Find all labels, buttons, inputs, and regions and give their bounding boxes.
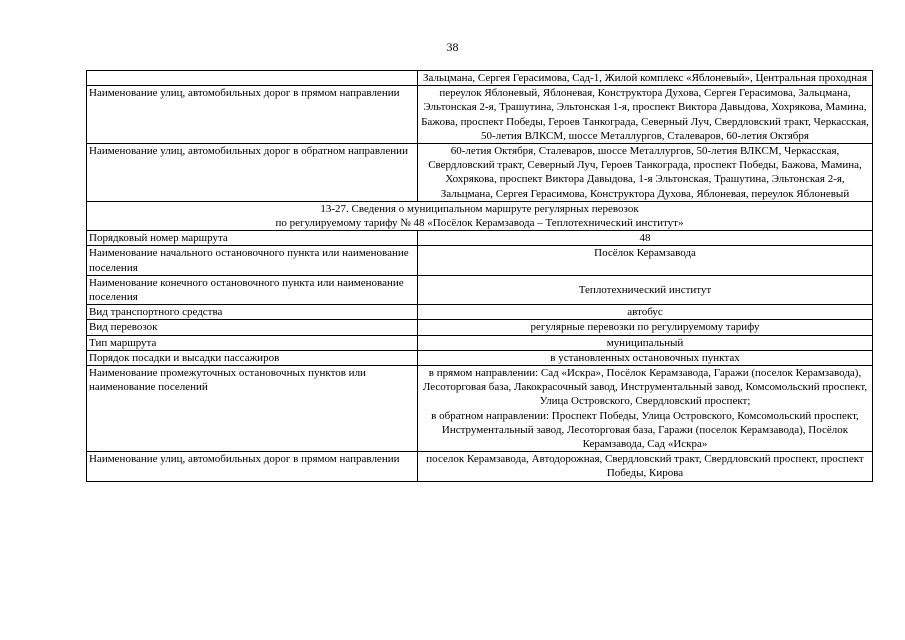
table-row [87, 320, 873, 335]
table-row [87, 452, 873, 481]
row-label: Порядок посадки и высадки пассажиров [87, 350, 418, 365]
table-row [87, 350, 873, 365]
row-value: переулок Яблоневый, Яблоневая, Конструктора Духова, Сергея Герасимова, Зальцмана, Эльтонская 2-я, Трашутина, Эльтонская 1-я, проспект Виктора Давыдова, Хохрякова, Мамина, Бажова, проспект Победы, Героев Танкограда, Северный Луч, Свердловский тракт, Черкасская, 50-летия ВЛКСМ, шоссе Металлургов, Сталеваров, 60-летия Октября [418, 86, 873, 144]
section-heading [87, 201, 873, 230]
row-label [87, 71, 418, 86]
row-value: муниципальный [418, 335, 873, 350]
row-value: регулярные перевозки по регулируемому тарифу [418, 320, 873, 335]
section-heading-line-2: по регулируемому тарифу № 48 «Посёлок Керамзавода – Теплотехнический институт» [275, 217, 684, 230]
row-label: Наименование конечного остановочного пункта или наименование поселения [87, 275, 418, 304]
table-row [87, 305, 873, 320]
table-row [87, 246, 873, 275]
stops-forward: в прямом направлении: Сад «Искра», Посёлок Керамзавода, Гаражи (поселок Керамзавода), Лесоторговая база, Лакокрасочный завод, Инструментальный завод, Комсомольский проспект, Улица Островского, Свердловский проспект; [422, 367, 868, 408]
row-value: автобус [418, 305, 873, 320]
table-row [87, 144, 873, 202]
page-number: 38 [446, 40, 459, 54]
row-value: 48 [418, 231, 873, 246]
row-value: поселок Керамзавода, Автодорожная, Свердловский тракт, Свердловский проспект, проспект Победы, Кирова [418, 452, 873, 481]
row-label: Наименование промежуточных остановочных пунктов или наименование поселений [87, 366, 418, 452]
row-label: Наименование улиц, автомобильных дорог в прямом направлении [87, 452, 418, 481]
table-row [87, 366, 873, 452]
row-label: Наименование улиц, автомобильных дорог в прямом направлении [87, 86, 418, 144]
table-row [87, 231, 873, 246]
stops-backward: в обратном направлении: Проспект Победы, Улица Островского, Комсомольский проспект, Инструментальный завод, Лесоторговая база, Гаражи (поселок Керамзавода), Посёлок Керамзавода, Сад «Искра» [431, 409, 859, 451]
row-label: Вид транспортного средства [87, 305, 418, 320]
row-value: 60-летия Октября, Сталеваров, шоссе Металлургов, 50-летия ВЛКСМ, Черкасская, Свердловский тракт, Северный Луч, Героев Танкограда, проспект Победы, Бажова, Мамина, Хохрякова, проспект Виктора Давыдова, 1-я Эльтонская, Трашутина, Эльтонская 2-я, Зальцмана, Сергея Герасимова, Конструктора Духова, Яблоневая, переулок Яблоневый [418, 144, 873, 202]
table-row [87, 275, 873, 304]
row-label: Порядковый номер маршрута [87, 231, 418, 246]
row-label: Наименование начального остановочного пункта или наименование поселения [87, 246, 418, 275]
row-label: Вид перевозок [87, 320, 418, 335]
section-heading-row [87, 201, 873, 230]
row-value: в установленных остановочных пунктах [418, 350, 873, 365]
table-row [87, 335, 873, 350]
row-value [418, 366, 873, 452]
row-label: Тип маршрута [87, 335, 418, 350]
table-row [87, 86, 873, 144]
row-label: Наименование улиц, автомобильных дорог в обратном направлении [87, 144, 418, 202]
route-info-table [86, 70, 873, 482]
row-value: Посёлок Керамзавода [418, 246, 873, 275]
row-value: Теплотехнический институт [418, 275, 873, 304]
row-value: Зальцмана, Сергея Герасимова, Сад-1, Жилой комплекс «Яблоневый», Центральная проходная [418, 71, 873, 86]
table-row [87, 71, 873, 86]
section-heading-line-1: 13-27. Сведения о муниципальном маршруте регулярных перевозок [320, 202, 639, 215]
